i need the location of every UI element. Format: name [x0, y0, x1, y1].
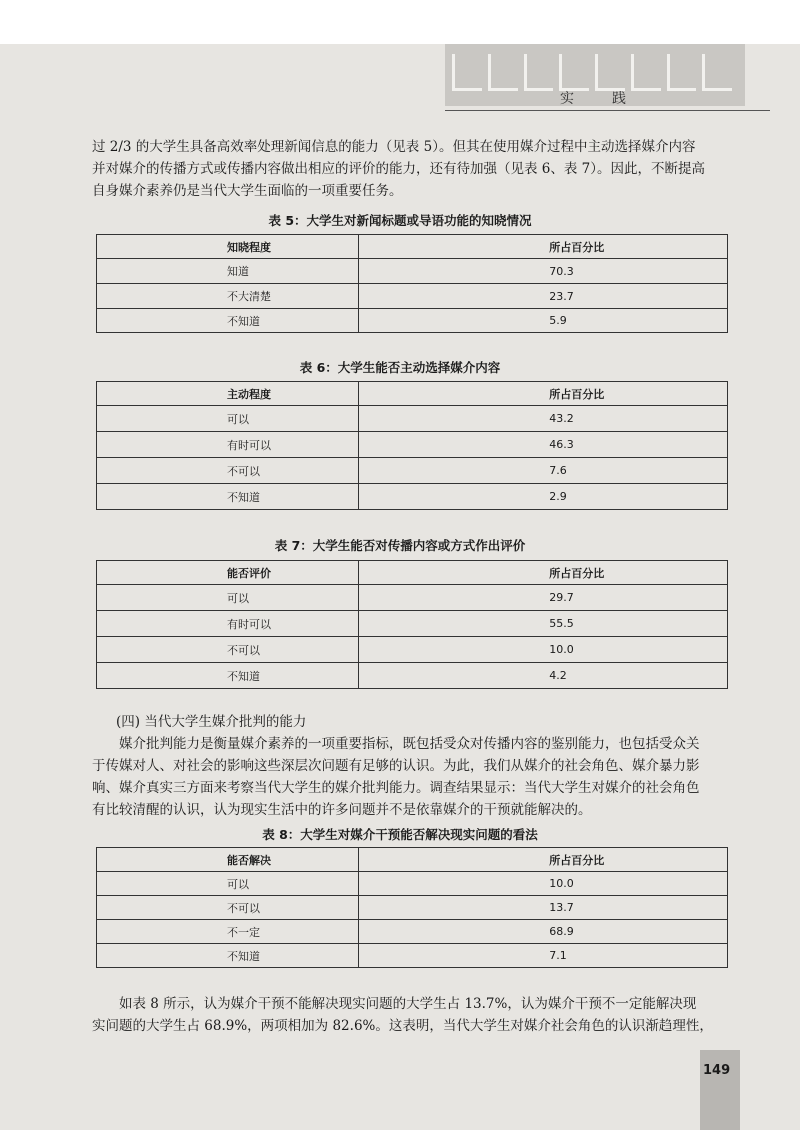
cell-value: 13.7: [359, 896, 728, 920]
cell-value: 2.9: [359, 484, 728, 510]
cell-label: 不知道: [97, 309, 359, 333]
cell-label: 不可以: [97, 458, 359, 484]
text-line: 响、媒介真实三方面来考察当代大学生的媒介批判能力。调查结果显示：当代大学生对媒介的社会角色: [92, 780, 700, 796]
table-header-row: [97, 561, 728, 585]
intro-paragraph: [92, 136, 734, 202]
table5-caption: 表 5：大学生对新闻标题或导语功能的知晓情况: [268, 213, 532, 228]
table5: [96, 234, 728, 333]
table6: [96, 381, 728, 510]
table-header-row: [97, 382, 728, 406]
section4-paragraph: [92, 733, 734, 821]
table-row: [97, 611, 728, 637]
page-number: 149: [703, 1063, 731, 1078]
text-line: 如表 8 所示，认为媒介干预不能解决现实问题的大学生占 13.7%，认为媒介干预不一定能解决现: [119, 996, 697, 1012]
cell-label: 有时可以: [97, 432, 359, 458]
column-header: 能否评价: [97, 561, 359, 585]
column-header: 所占百分比: [359, 235, 728, 259]
cell-value: 10.0: [359, 637, 728, 663]
cell-label: 不一定: [97, 920, 359, 944]
column-header: 能否解决: [97, 848, 359, 872]
table-row: [97, 663, 728, 689]
table8-caption: 表 8：大学生对媒介干预能否解决现实问题的看法: [262, 827, 538, 842]
cell-value: 4.2: [359, 663, 728, 689]
text-line: 过 2/3 的大学生具备高效率处理新闻信息的能力（见表 5）。但其在使用媒介过程中主动选择媒介内容: [92, 139, 696, 155]
column-header: 知晓程度: [97, 235, 359, 259]
table-row: [97, 259, 728, 284]
page-number-tab: [700, 1050, 740, 1130]
table-row: [97, 432, 728, 458]
table-row: [97, 944, 728, 968]
table-row: [97, 309, 728, 333]
text-line: 实问题的大学生占 68.9%，两项相加为 82.6%。这表明，当代大学生对媒介社会角色的认识渐趋理性，: [92, 1018, 713, 1034]
closing-paragraph: [92, 993, 734, 1037]
cell-label: 不知道: [97, 663, 359, 689]
text-line: 有比较清醒的认识，认为现实生活中的许多问题并不是依靠媒介的干预就能解决的。: [92, 802, 592, 818]
cell-value: 68.9: [359, 920, 728, 944]
cell-label: 知道: [97, 259, 359, 284]
table-row: [97, 896, 728, 920]
cell-value: 29.7: [359, 585, 728, 611]
header-rule: [445, 110, 770, 111]
column-header: 所占百分比: [359, 561, 728, 585]
text-line: 并对媒介的传播方式或传播内容做出相应的评价的能力，还有待加强（见表 6、表 7）。因此，不断提高: [92, 161, 706, 177]
column-header: 所占百分比: [359, 848, 728, 872]
cell-label: 不大清楚: [97, 284, 359, 309]
table-row: [97, 484, 728, 510]
table-row: [97, 284, 728, 309]
cell-value: 7.6: [359, 458, 728, 484]
text-line: 于传媒对人、对社会的影响这些深层次问题有足够的认识。为此，我们从媒介的社会角色、媒介暴力影: [92, 758, 700, 774]
section-title: 实 践: [560, 91, 638, 107]
cell-value: 46.3: [359, 432, 728, 458]
table-row: [97, 585, 728, 611]
cell-value: 7.1: [359, 944, 728, 968]
table6-caption: 表 6：大学生能否主动选择媒介内容: [299, 360, 501, 375]
cell-label: 可以: [97, 585, 359, 611]
table-row: [97, 637, 728, 663]
table-header-row: [97, 235, 728, 259]
cell-value: 70.3: [359, 259, 728, 284]
table7: [96, 560, 728, 689]
cell-label: 不知道: [97, 944, 359, 968]
table-row: [97, 920, 728, 944]
cell-value: 55.5: [359, 611, 728, 637]
table-row: [97, 406, 728, 432]
cell-value: 23.7: [359, 284, 728, 309]
cell-label: 可以: [97, 872, 359, 896]
column-header: 主动程度: [97, 382, 359, 406]
cell-label: 可以: [97, 406, 359, 432]
table-header-row: [97, 848, 728, 872]
table7-caption: 表 7：大学生能否对传播内容或方式作出评价: [274, 538, 526, 553]
cell-label: 有时可以: [97, 611, 359, 637]
cell-label: 不知道: [97, 484, 359, 510]
cell-label: 不可以: [97, 896, 359, 920]
table8: [96, 847, 728, 968]
section-heading: (四) 当代大学生媒介批判的能力: [116, 714, 307, 730]
cell-value: 5.9: [359, 309, 728, 333]
table-row: [97, 872, 728, 896]
text-line: 自身媒介素养仍是当代大学生面临的一项重要任务。: [92, 183, 403, 199]
text-line: 媒介批判能力是衡量媒介素养的一项重要指标，既包括受众对传播内容的鉴别能力，也包括受众关: [119, 736, 700, 752]
cell-value: 43.2: [359, 406, 728, 432]
column-header: 所占百分比: [359, 382, 728, 406]
cell-label: 不可以: [97, 637, 359, 663]
cell-value: 10.0: [359, 872, 728, 896]
table-row: [97, 458, 728, 484]
